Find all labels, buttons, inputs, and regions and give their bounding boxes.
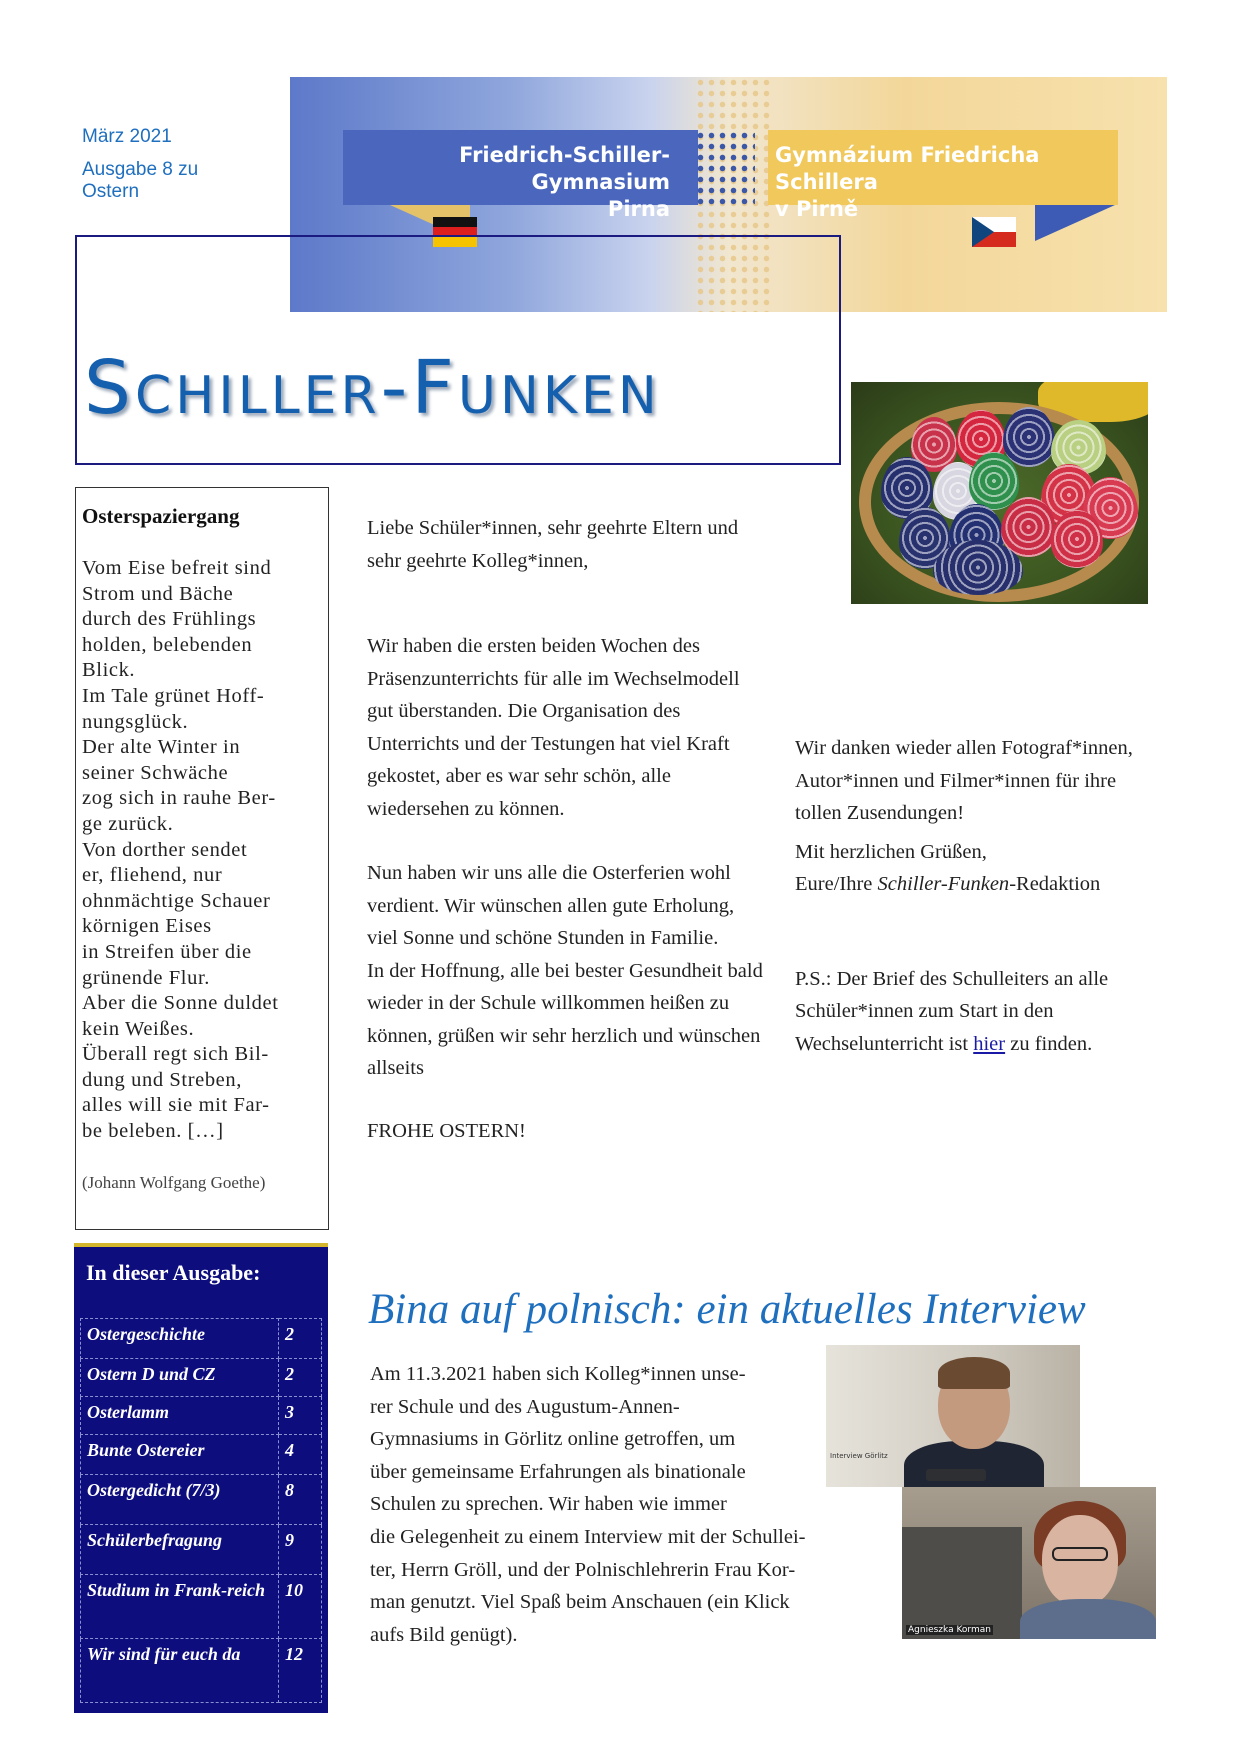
ps-text: P.S.: Der Brief des Schulleiters an alle Schüler*innen zum Start in den Wechselunterricht ist (795, 967, 1109, 1055)
banner-german-line1: Friedrich-Schiller-Gymnasium (459, 143, 670, 194)
contents-row[interactable] (81, 1397, 322, 1435)
contents-row[interactable] (81, 1575, 322, 1639)
poem-title: Osterspaziergang (82, 504, 240, 528)
letter-paragraph-1: Wir haben die ersten beiden Wochen des Präsenzunterrichts für alle im Wechselmodell gut überstanden. Die Organisation des Unterrichts und der Testungen hat viel Kraft gekostet, aber es war sehr schön, alle wiedersehen zu können. (367, 635, 740, 820)
interview-line: rer Schule und des Augustum-Annen- (370, 1395, 680, 1418)
contents-item-page: 12 (279, 1639, 322, 1703)
interview-video-thumbnail-2[interactable] (902, 1487, 1156, 1639)
egg (1051, 510, 1103, 568)
thanks-paragraph: Wir danken wieder allen Fotograf*innen, Autor*innen und Filmer*innen für ihre tollen Zusendungen! (795, 737, 1133, 824)
interview-headline: Bina auf polnisch: ein aktuelles Interview (368, 1286, 1086, 1333)
letter-greeting: Liebe Schüler*innen, sehr geehrte Eltern und sehr geehrte Kolleg*innen, (367, 517, 739, 572)
poem-line: Blick. (82, 659, 136, 682)
poem-line: er, fliehend, nur (82, 864, 223, 887)
poem-line: nungsglück. (82, 710, 189, 733)
egg (1003, 407, 1055, 467)
poem-line: holden, belebenden (82, 633, 253, 656)
contents-item-label[interactable]: Schülerbefragung (81, 1525, 279, 1575)
contents-table (80, 1318, 322, 1703)
poem-line: zog sich in rauhe Ber- (82, 787, 276, 810)
banner-german-line2: Pirna (607, 197, 670, 221)
poem-line: Strom und Bäche (82, 582, 234, 605)
contents-item-label[interactable]: Studium in Frank-reich (81, 1575, 279, 1639)
letter-paragraph-3: In der Hoffnung, alle bei bester Gesundheit bald wieder in der Schule willkommen heißen zu können, grüßen wir sehr herzlich und wünschen allseits (367, 959, 763, 1079)
contents-item-page: 10 (279, 1575, 322, 1639)
banner-czech-line2: v Pirně (775, 197, 859, 221)
letter-paragraph-2: Nun haben wir uns alle die Osterferien wohl verdient. Wir wünschen allen gute Erholung, viel Sonne und schöne Stunden in Familie. (367, 862, 735, 949)
letter-closing: FROHE OSTERN! (367, 1119, 526, 1142)
issue-info (82, 126, 198, 203)
signature (795, 868, 1165, 901)
ps-end: zu finden. (1005, 1032, 1093, 1055)
contents-row[interactable] (81, 1435, 322, 1475)
poem-line: Im Tale grünet Hoff- (82, 684, 265, 707)
contents-item-label[interactable]: Ostergedicht (7/3) (81, 1475, 279, 1525)
contents-title: In dieser Ausgabe: (86, 1260, 261, 1285)
interview-video-thumbnail-1[interactable] (826, 1345, 1080, 1487)
signature-suffix: -Redaktion (1009, 873, 1101, 895)
contents-row[interactable] (81, 1359, 322, 1397)
banner-czech-line1: Gymnázium Friedricha Schillera (775, 143, 1040, 194)
contents-row[interactable] (81, 1525, 322, 1575)
contents-item-label[interactable]: Ostern D und CZ (81, 1359, 279, 1397)
contents-item-label[interactable]: Wir sind für euch da (81, 1639, 279, 1703)
interview-line: Am 11.3.2021 haben sich Kolleg*innen unse- (370, 1363, 746, 1385)
poem-line: durch des Frühlings (82, 608, 257, 631)
interview-line: über gemeinsame Erfahrungen als binationale (370, 1460, 746, 1483)
banner-ribbon-right (1035, 205, 1115, 241)
glasses-icon (1052, 1547, 1108, 1561)
signature-italic: Schiller-Funken (877, 873, 1010, 895)
poem-line: seiner Schwäche (82, 761, 229, 784)
contents-item-page: 4 (279, 1435, 322, 1475)
poem-line: in Streifen über die (82, 940, 252, 963)
photo2-caption: Agnieszka Korman (908, 1625, 991, 1635)
photo1-caption: Interview Görlitz (830, 1452, 888, 1460)
poem-line: dung und Streben, (82, 1068, 242, 1091)
contents-item-page: 3 (279, 1397, 322, 1435)
person-face (1042, 1515, 1118, 1607)
interview-line: man genutzt. Viel Spaß beim Anschauen (ein Klick (370, 1591, 790, 1614)
czech-flag-icon (972, 217, 1016, 247)
sofa (902, 1527, 1022, 1639)
signature-greeting: Mit herzlichen Grüßen, (795, 840, 987, 863)
ps-link[interactable]: hier (973, 1032, 1006, 1055)
video-controls-icon (926, 1469, 986, 1481)
interview-line: Gymnasiums in Görlitz online getroffen, um (370, 1428, 736, 1451)
contents-row[interactable] (81, 1639, 322, 1703)
contents-item-page: 2 (279, 1319, 322, 1359)
easter-eggs-photo (851, 382, 1148, 604)
poem-author: (Johann Wolfgang Goethe) (82, 1173, 266, 1192)
contents-item-page: 9 (279, 1525, 322, 1575)
poem-line: Vom Eise befreit sind (82, 557, 272, 579)
poem-line: ohnmächtige Schauer (82, 889, 271, 912)
signature-prefix: Eure/Ihre (795, 873, 878, 895)
interview-line: Schulen zu sprechen. Wir haben wie immer (370, 1493, 727, 1516)
thanks-column (795, 732, 1165, 1060)
poem-line: Von dorther sendet (82, 838, 248, 861)
ps-paragraph (795, 963, 1165, 1061)
masthead-title: Schiller-Funken (84, 345, 661, 431)
person-shirt (1020, 1599, 1156, 1639)
contents-item-label[interactable]: Ostergeschichte (81, 1319, 279, 1359)
editorial-letter (367, 512, 767, 1147)
contents-item-label[interactable]: Osterlamm (81, 1397, 279, 1435)
issue-edition-line2: Ostern (82, 181, 140, 202)
interview-text (370, 1358, 880, 1651)
poem-line: Überall regt sich Bil- (82, 1043, 269, 1066)
banner-dot-pattern-blue (695, 130, 755, 205)
contents-item-label[interactable]: Bunte Ostereier (81, 1435, 279, 1475)
poem-line: grünende Flur. (82, 966, 210, 989)
contents-item-page: 8 (279, 1475, 322, 1525)
egg (969, 452, 1019, 510)
contents-item-page: 2 (279, 1359, 322, 1397)
interview-line: aufs Bild genügt). (370, 1623, 518, 1646)
person-hair (938, 1357, 1010, 1389)
contents-row[interactable] (81, 1475, 322, 1525)
interview-line: die Gelegenheit zu einem Interview mit der Schullei- (370, 1525, 806, 1548)
issue-date: März 2021 (82, 126, 172, 147)
poem-line: ge zurück. (82, 812, 174, 835)
poem-line: Aber die Sonne duldet (82, 992, 279, 1015)
egg (933, 540, 1023, 595)
issue-edition-line1: Ausgabe 8 zu (82, 159, 199, 180)
poem-line: kein Weißes. (82, 1017, 195, 1040)
contents-row[interactable] (81, 1319, 322, 1359)
poem-line: Der alte Winter in (82, 736, 241, 759)
poem-text (82, 556, 322, 1145)
poem-line: alles will sie mit Far- (82, 1094, 270, 1117)
poem-line: be beleben. […] (82, 1120, 224, 1143)
poem-line: körnigen Eises (82, 915, 212, 938)
interview-line: ter, Herrn Gröll, und der Polnischlehrerin Frau Kor- (370, 1558, 796, 1581)
